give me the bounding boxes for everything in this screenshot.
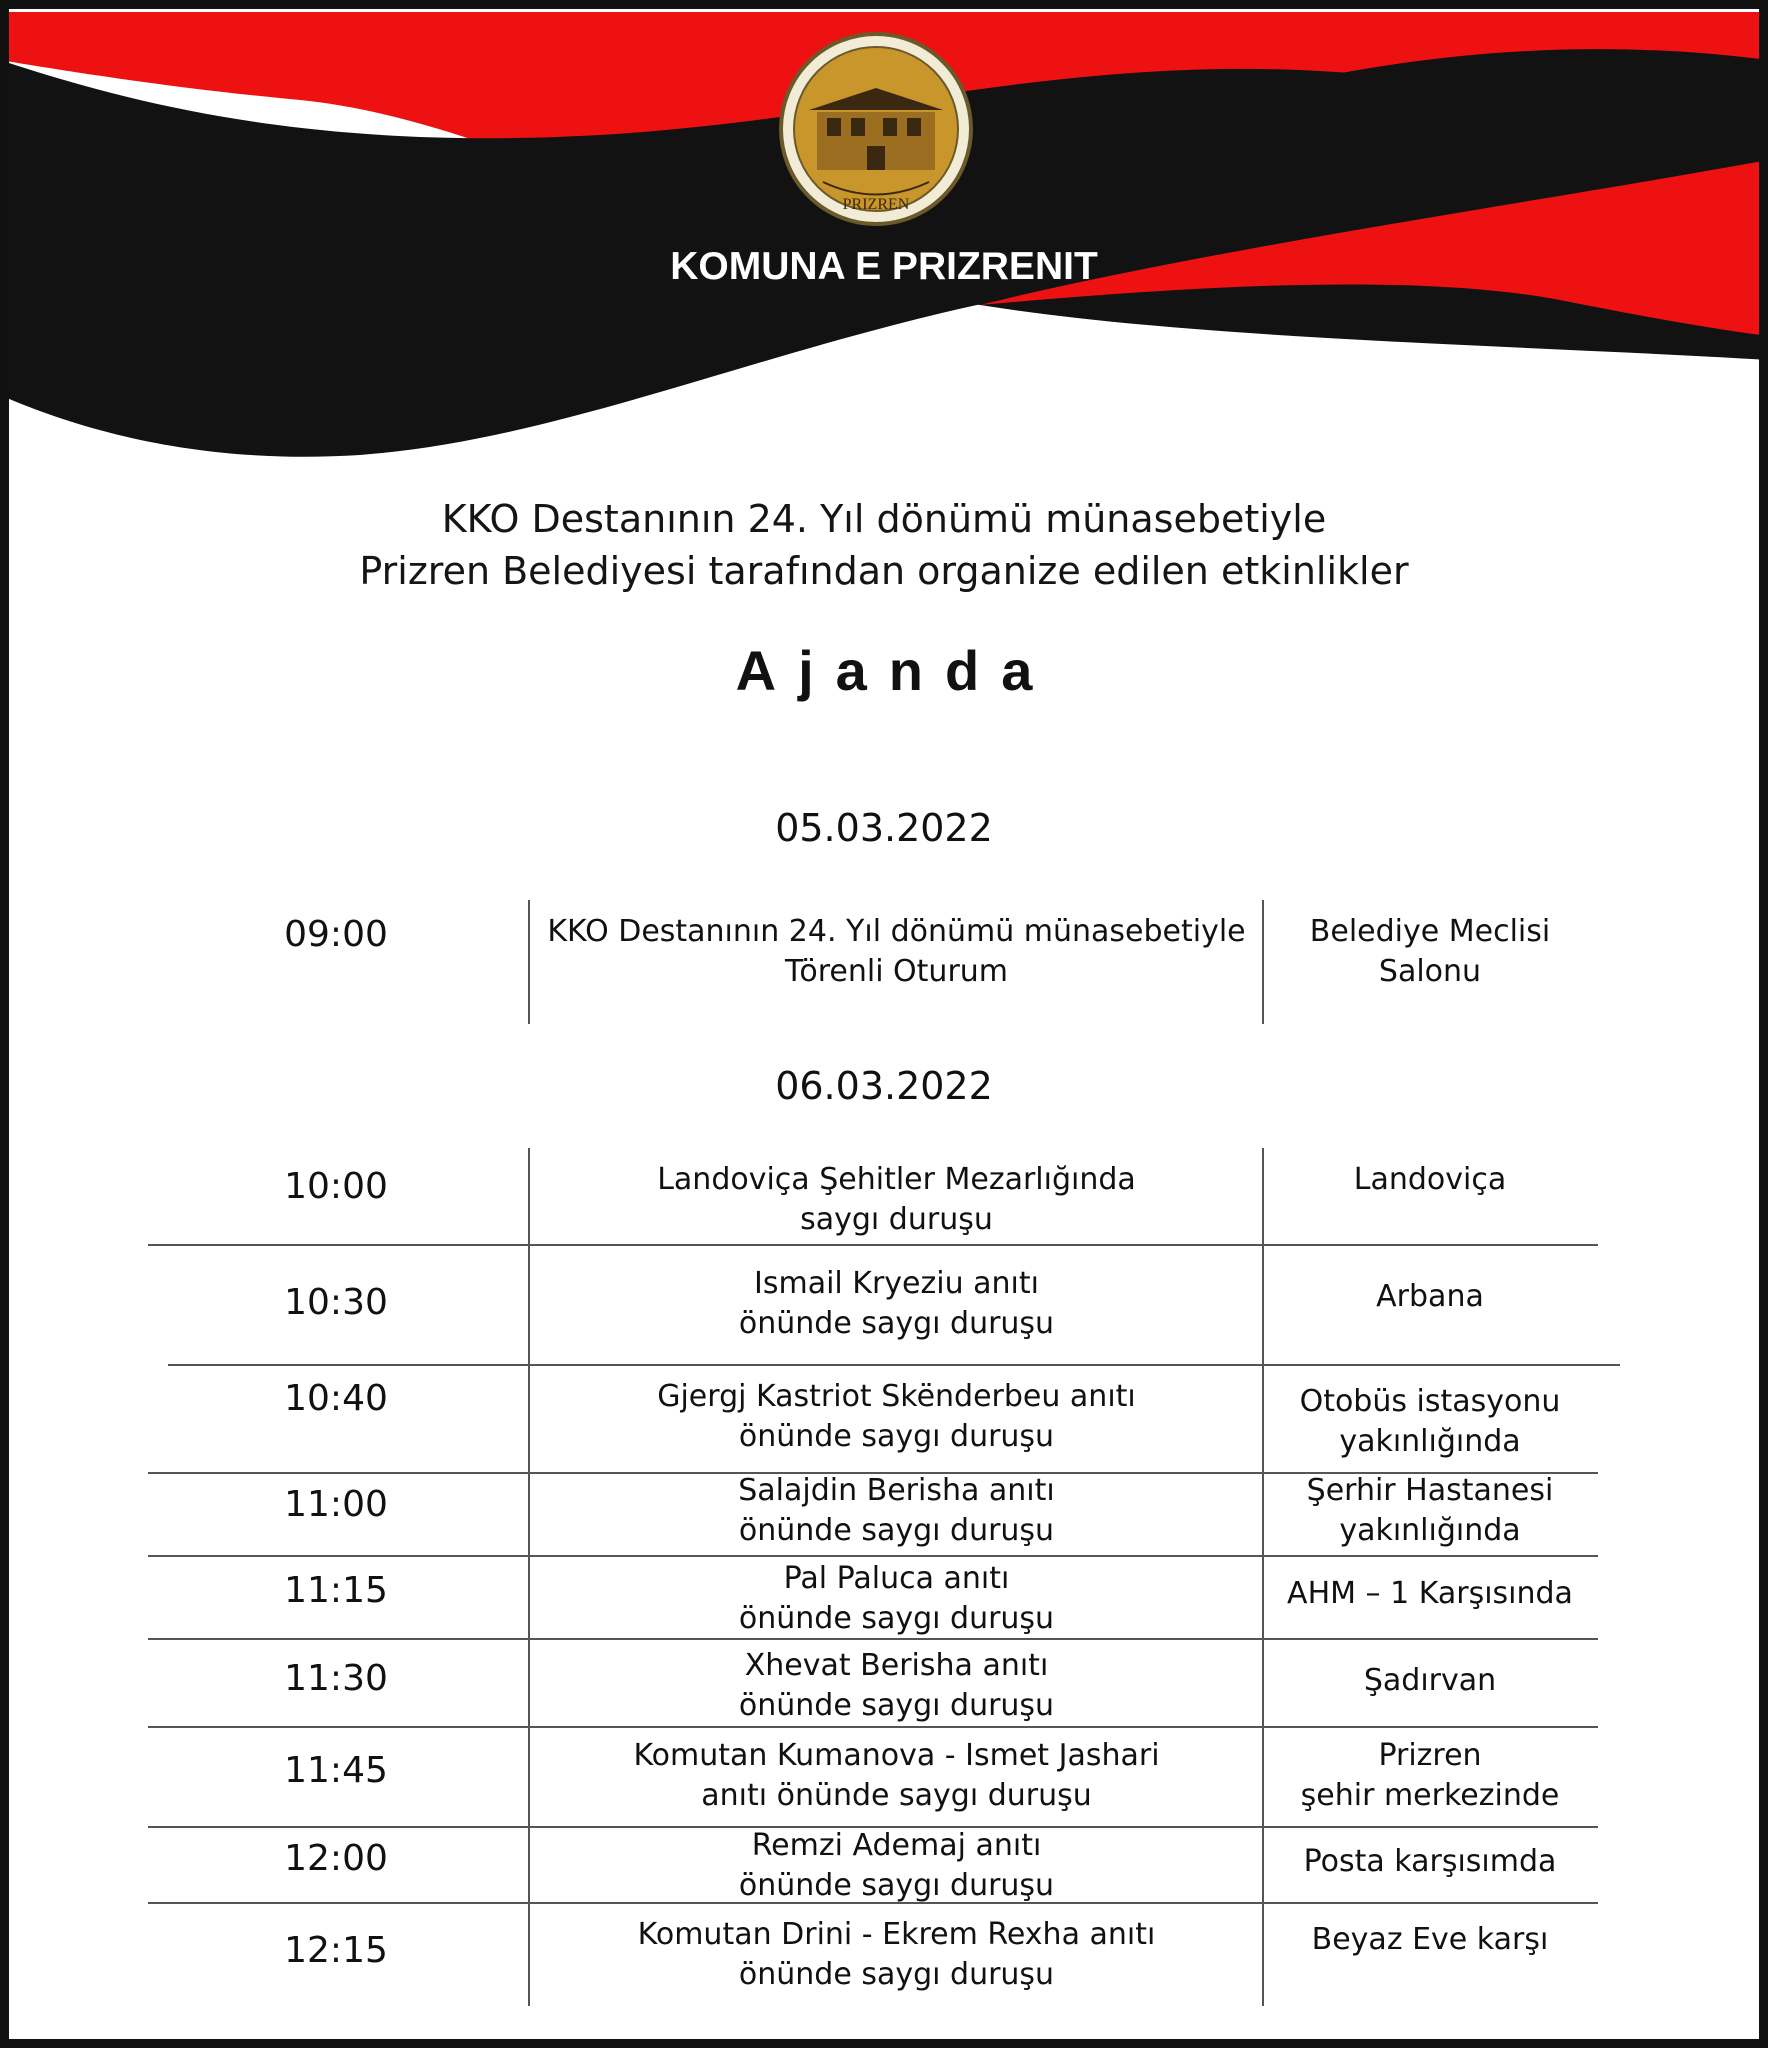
- day2-row-2-time: 10:30: [284, 1282, 388, 1323]
- day2-row-8-place: Posta karşısımda: [1303, 1844, 1557, 1879]
- day2-row-4-event-line-2: önünde saygı duruşu: [738, 1513, 1055, 1548]
- day2-row-1-place: Landoviça: [1353, 1162, 1507, 1197]
- day2-row-2-event: [530, 1264, 1263, 1344]
- day2-row-separator: [168, 1364, 1620, 1366]
- day1-row-time: 09:00: [284, 914, 388, 955]
- day2-row-7-place-line-2: şehir merkezinde: [1300, 1778, 1560, 1813]
- day2-row-4-place-line-1: Şerhir Hastanesi: [1306, 1473, 1554, 1508]
- brand-title: KOMUNA E PRIZRENIT: [670, 245, 1098, 288]
- day2-row-separator: [148, 1726, 1598, 1728]
- day1-row-event-line-1: KKO Destanının 24. Yıl dönümü münasebetiyle: [547, 914, 1246, 949]
- day2-row-9-place: Beyaz Eve karşı: [1311, 1922, 1549, 1957]
- day2-row-7-event-line-2: anıtı önünde saygı duruşu: [701, 1778, 1092, 1813]
- day2-row-4-event: [530, 1471, 1263, 1551]
- day2-row-7-event-line-1: Komutan Kumanova - Ismet Jashari: [633, 1738, 1160, 1773]
- day2-date: 06.03.2022: [775, 1064, 993, 1108]
- day1-row-event: [530, 912, 1263, 992]
- day2-row-separator: [148, 1244, 1598, 1246]
- day2-row-4-time: 11:00: [284, 1484, 388, 1525]
- day2-row-7-time: 11:45: [284, 1750, 388, 1791]
- day2-row-4-place-line-2: yakınlığında: [1339, 1513, 1521, 1548]
- day2-row-1-event-line-2: saygı duruşu: [800, 1202, 993, 1237]
- day2-row-7-place: [1265, 1736, 1595, 1816]
- day2-row-8-event: [530, 1826, 1263, 1906]
- day2-row-3-place-line-2: yakınlığında: [1339, 1424, 1521, 1459]
- day2-row-3-event-line-1: Gjergj Kastriot Skënderbeu anıtı: [657, 1379, 1136, 1414]
- day2-row-9-event: [530, 1915, 1263, 1995]
- day2-row-3-time: 10:40: [284, 1378, 388, 1419]
- agenda-title: Ajanda: [735, 639, 1055, 702]
- day2-row-8-event-line-2: önünde saygı duruşu: [738, 1868, 1055, 1903]
- day2-row-6-place: Şadırvan: [1363, 1663, 1497, 1698]
- day2-row-9-event-line-1: Komutan Drini - Ekrem Rexha anıtı: [637, 1917, 1156, 1952]
- day2-row-8-time: 12:00: [284, 1838, 388, 1879]
- prizren-logo: [779, 32, 973, 226]
- title-line-1: KKO Destanının 24. Yıl dönümü münasebetiyle: [441, 497, 1327, 541]
- day2-row-5-place: AHM – 1 Karşısında: [1287, 1576, 1573, 1611]
- day2-row-9-event-line-2: önünde saygı duruşu: [738, 1957, 1055, 1992]
- day2-row-1-event: [530, 1160, 1263, 1240]
- day2-row-6-time: 11:30: [284, 1658, 388, 1699]
- day2-row-1-time: 10:00: [284, 1166, 388, 1207]
- day2-row-5-event: [530, 1559, 1263, 1639]
- day2-row-6-event-line-2: önünde saygı duruşu: [738, 1688, 1055, 1723]
- day2-row-7-place-line-1: Prizren: [1378, 1738, 1482, 1773]
- day2-row-separator: [148, 1555, 1598, 1557]
- day1-row-place-line-1: Belediye Meclisi: [1309, 914, 1551, 949]
- day2-row-4-place: [1265, 1471, 1595, 1551]
- day2-row-3-event-line-2: önünde saygı duruşu: [738, 1419, 1055, 1454]
- day2-row-2-event-line-1: Ismail Kryeziu anıtı: [754, 1266, 1039, 1301]
- day2-row-2-place: Arbana: [1376, 1279, 1484, 1314]
- day1-row-place: [1265, 912, 1595, 992]
- day2-row-3-place-line-1: Otobüs istasyonu: [1299, 1384, 1561, 1419]
- day2-row-2-event-line-2: önünde saygı duruşu: [738, 1306, 1055, 1341]
- day2-row-9-time: 12:15: [284, 1930, 388, 1971]
- day2-row-6-event-line-1: Xhevat Berisha anıtı: [744, 1648, 1049, 1683]
- day2-row-8-event-line-1: Remzi Ademaj anıtı: [751, 1828, 1042, 1863]
- title-line-2: Prizren Belediyesi tarafından organize edilen etkinlikler: [359, 549, 1409, 593]
- day1-row-place-line-2: Salonu: [1378, 954, 1482, 989]
- day2-row-7-event: [530, 1736, 1263, 1816]
- day1-row-event-line-2: Törenli Oturum: [784, 954, 1009, 989]
- day2-row-3-place: [1265, 1382, 1595, 1462]
- day2-row-6-event: [530, 1646, 1263, 1726]
- day2-row-5-time: 11:15: [284, 1570, 388, 1611]
- day2-row-3-event: [530, 1377, 1263, 1457]
- day1-date: 05.03.2022: [775, 806, 993, 850]
- day2-row-5-event-line-1: Pal Paluca anıtı: [783, 1561, 1010, 1596]
- day2-row-4-event-line-1: Salajdin Berisha anıtı: [738, 1473, 1055, 1508]
- day2-row-5-event-line-2: önünde saygı duruşu: [738, 1601, 1055, 1636]
- logo-caption: PRIZREN: [842, 196, 910, 213]
- day2-row-1-event-line-1: Landoviça Şehitler Mezarlığında: [657, 1162, 1136, 1197]
